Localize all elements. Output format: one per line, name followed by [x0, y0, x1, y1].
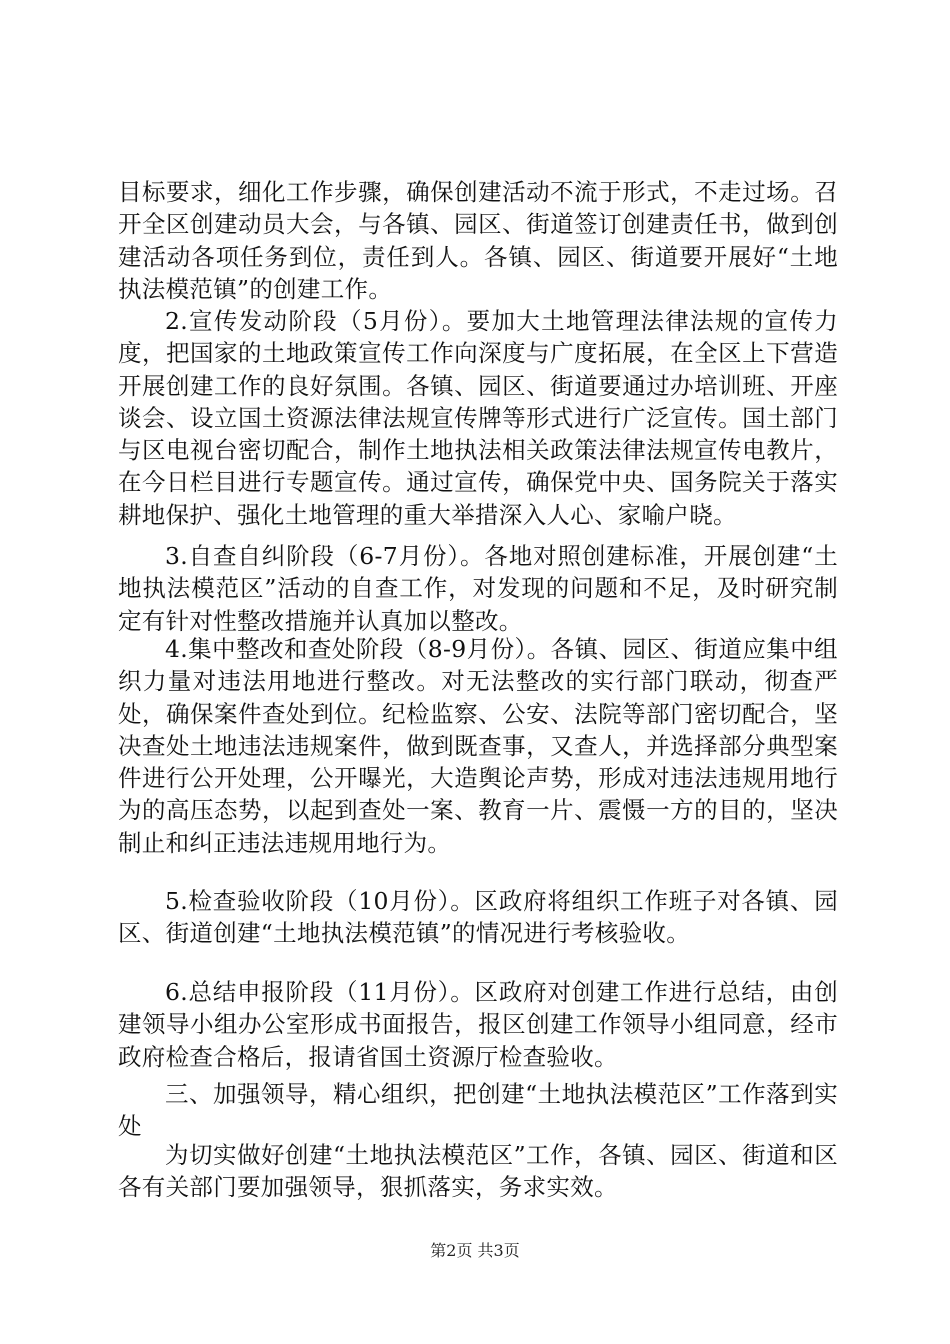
paragraph-self-inspection-stage: 3.自查自纠阶段（6-7月份）。各地对照创建标准，开展创建“土地执法模范区”活动的自查工作，对发现的问题和不足，及时研究制定有针对性整改措施并认真加以整改。: [118, 542, 838, 635]
page-number: 第2页 共3页: [430, 1241, 520, 1260]
paragraph-leadership: 为切实做好创建“土地执法模范区”工作，各镇、园区、街道和区各有关部门要加强领导，狠抓落实，务求实效。: [118, 1141, 838, 1202]
paragraph-continued-targets: 目标要求，细化工作步骤，确保创建活动不流于形式，不走过场。召开全区创建动员大会，与各镇、园区、街道签订创建责任书，做到创建活动各项任务到位，责任到人。各镇、园区、街道要开展好“土地执法模范镇”的创建工作。: [118, 178, 838, 303]
page-footer: [0, 1241, 950, 1261]
paragraph-publicity-stage: 2.宣传发动阶段（5月份）。要加大土地管理法律法规的宣传力度，把国家的土地政策宣传工作向深度与广度拓展，在全区上下营造开展创建工作的良好氛围。各镇、园区、街道要通过办培训班、开座谈会、设立国土资源法律法规宣传牌等形式进行广泛宣传。国土部门与区电视台密切配合，制作土地执法相关政策法律法规宣传电教片，在今日栏目进行专题宣传。通过宣传，确保党中央、国务院关于落实耕地保护、强化土地管理的重大举措深入人心、家喻户晓。: [118, 307, 838, 529]
paragraph-summary-stage: 6.总结申报阶段（11月份）。区政府对创建工作进行总结，由创建领导小组办公室形成书面报告，报区创建工作领导小组同意，经市政府检查合格后，报请省国土资源厅检查验收。: [118, 978, 838, 1071]
paragraph-acceptance-stage: 5.检查验收阶段（10月份）。区政府将组织工作班子对各镇、园区、街道创建“土地执法模范镇”的情况进行考核验收。: [118, 887, 838, 948]
section-heading-leadership: 三、加强领导，精心组织，把创建“土地执法模范区”工作落到实处: [118, 1080, 838, 1141]
paragraph-rectification-stage: 4.集中整改和查处阶段（8-9月份）。各镇、园区、街道应集中组织力量对违法用地进行整改。对无法整改的实行部门联动，彻查严处，确保案件查处到位。纪检监察、公安、法院等部门密切配合，坚决查处土地违法违规案件，做到既查事，又查人，并选择部分典型案件进行公开处理，公开曝光，大造舆论声势，形成对违法违规用地行为的高压态势，以起到查处一案、教育一片、震慑一方的目的，坚决制止和纠正违法违规用地行为。: [118, 635, 838, 857]
